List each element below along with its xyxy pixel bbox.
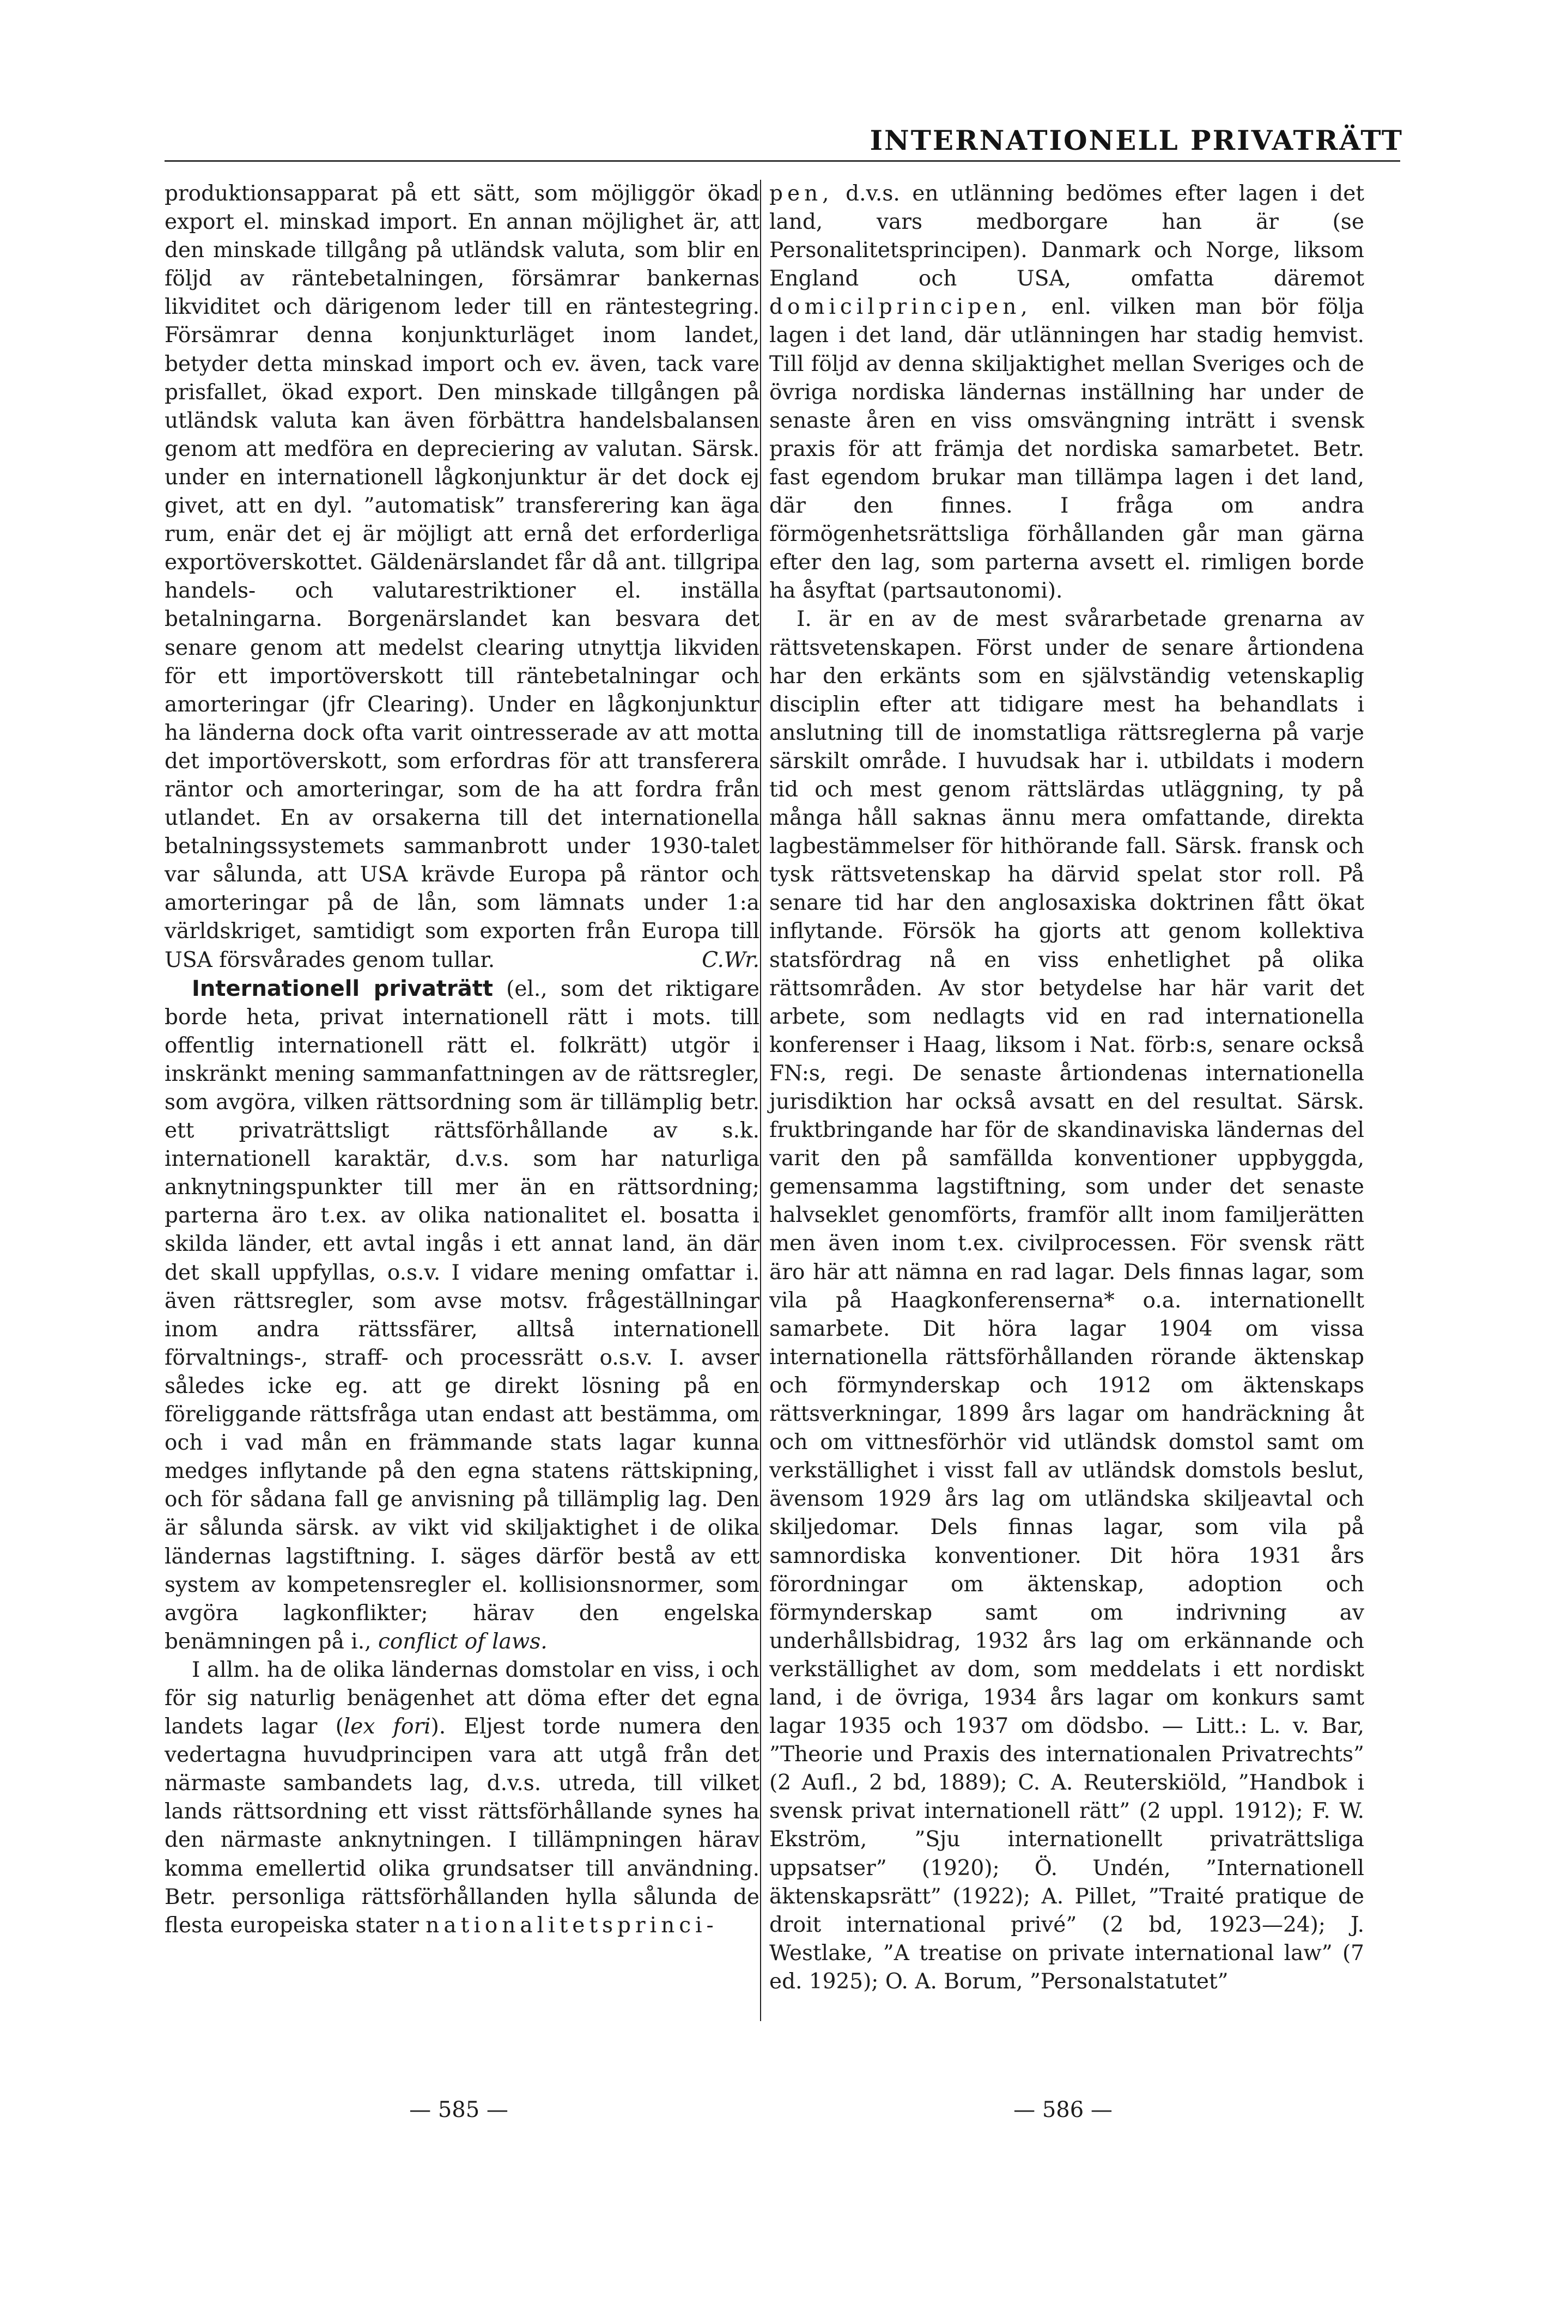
paragraph-text: I allm. ha de olika ländernas domstolar en viss, i och för sig naturlig benägenhet att döma efter det egna landets lagar ( [165,1657,759,1739]
paragraph-text: ). Eljest torde numera den vedertagna huvudprincipen vara att utgå från det närmaste sambandets lag, d.v.s. utreda, till vilket lands rättsordning ett visst rättsförhållande synes ha den närmaste anknytningen. I tillämpningen härav komma emellertid olika grundsatser till användning. Betr. personliga rättsförhållanden hylla sålunda de flesta europeiska stater [165,1714,759,1938]
spaced-term: domicilprincipen, [769,295,1032,320]
spaced-term: nationalitetsprinci- [426,1913,718,1938]
column-divider [760,180,761,2021]
paragraph-text: d.v.s. en utlänning bedömes efter lagen i det land, vars medborgare han är (se Personalitetsprincipen). Danmark och Norge, liksom England och USA, omfatta däremot [769,181,1364,291]
spaced-term: pen, [769,181,834,206]
header-rule [165,160,1400,162]
paragraph [165,1656,759,1940]
paragraph-continuation [165,180,759,975]
paragraph: I. är en av de mest svårarbetade grenarna av rättsvetenskapen. Först under de senare årtiondena har den erkänts som en självständig vetenskaplig disciplin efter att tidigare mest ha behandlats i anslutning till de inomstatliga rättsreglerna på varje särskilt område. I huvudsak har i. utbildats i modern tid och mest genom rättslärdas utläggning, ty på många håll saknas ännu mera omfattande, direkta lagbestämmelser för hithörande fall. Särsk. fransk och tysk rättsvetenskap ha därvid spelat stor roll. På senare tid har den anglosaxiska doktrinen fått ökat inflytande. Försök ha gjorts att genom kollektiva statsfördrag nå en viss enhetlighet på olika rättsområden. Av stor betydelse har här varit det arbete, som nedlagts vid en rad internationella konferenser i Haag, liksom i Nat. förb:s, senare också FN:s, regi. De senaste årtiondenas internationella jurisdiktion har också avsatt en del resultat. Särsk. fruktbringande har för de skandinaviska ländernas del varit den på samfällda konventioner uppbyggda, gemensamma lagstiftning, som under det senaste halvseklet genomförts, framför allt inom familjerätten men även inom t.ex. civilprocessen. För svensk rätt äro här att nämna en rad lagar. Dels finnas lagar, som vila på Haagkonferenserna* o.a. internationellt samarbete. Dit höra lagar 1904 om vissa internationella rättsförhållanden rörande äktenskap och förmynderskap och 1912 om äktenskaps rättsverkningar, 1899 års lagar om handräckning åt och om vittnesförhör vid utländsk domstol samt om verkställighet i visst fall av utländsk domstols beslut, ävensom 1929 års lag om utländska skiljeavtal och skiljedomar. Dels finnas lagar, som vila på samnordiska konventioner. Dit höra 1931 års förordningar om äktenskap, adoption och förmynderskap samt om indrivning av underhållsbidrag, 1932 års lag om erkännande och verkställighet av dom, som meddelats i ett nordiskt land, i de övriga, 1934 års lagar om konkurs samt lagar 1935 och 1937 om dödsbo. — Litt.: L. v. Bar, ”Theorie und Praxis des internationalen Privatrechts” (2 Aufl., 2 bd, 1889); C. A. Reuterskiöld, ”Handbok i svensk privat internationell rätt” (2 uppl. 1912); F. W. Ekström, ”Sju internationellt privaträttsliga uppsatser” (1920); Ö. Undén, ”Internationell äktenskapsrätt” (1922); A. Pillet, ”Traité pratique de droit international privé” (2 bd, 1923—24); J. Westlake, ”A treatise on private international law” (7 ed. 1925); O. A. Borum, ”Personalstatutet” [769,607,1364,1994]
page-number-right: — 586 — [1013,2097,1113,2122]
italic-term: lex fori [343,1714,431,1739]
paragraph-continuation [769,180,1364,605]
italic-term: conflict of laws. [378,1629,548,1654]
running-head: INTERNATIONELL PRIVATRÄTT [870,124,1403,156]
author-signature: C.Wr. [702,947,759,972]
entry-internationell-privatratt [165,975,759,1656]
right-column [769,180,1364,1996]
left-column [165,180,759,1940]
page-number-left: — 585 — [409,2097,508,2122]
entry-text: (el., som det riktigare borde heta, privat internationell rätt i mots. till offentlig internationell rätt el. folkrätt) utgör i inskränkt mening sammanfattningen av de rättsregler, som avgöra, vilken rättsordning som är tillämplig betr. ett privaträttsligt rättsförhållande av s.k. internationell karaktär, d.v.s. som har naturliga anknytningspunkter till mer än en rättsordning; parterna äro t.ex. av olika nationalitet el. bosatta i skilda länder, ett avtal ingås i ett annat land, än där det skall uppfyllas, o.s.v. I vidare mening omfattar i. även rättsregler, som avse motsv. frågeställningar inom andra rättssfärer, alltså internationell förvaltnings-, straff- och processrätt o.s.v. I. avser således icke eg. att ge direkt lösning på en föreliggande rättsfråga utan endast att bestämma, om och i vad mån en främmande stats lagar kunna medges inflytande på den egna statens rättskipning, och för sådana fall ge anvisning på tillämplig lag. Den är sålunda särsk. av vikt vid skiljaktighet i de olika ländernas lagstiftning. I. säges därför bestå av ett system av kompetensregler el. kollisionsnormer, som avgöra lagkonflikter; härav den engelska benämningen på i., [165,976,759,1654]
entry-headword: Internationell privaträtt [192,976,493,1001]
paragraph-text: enl. vilken man bör följa lagen i det land, där utlänningen har stadig hemvist. Till följd av denna skiljaktighet mellan Sveriges och de övriga nordiska ländernas inställning har under de senaste åren en viss omsvängning inträtt i svensk praxis för att främja det nordiska samarbetet. Betr. fast egendom brukar man tillämpa lagen i det land, där den finnes. I fråga om andra förmögenhetsrättsliga förhållanden går man gärna efter den lag, som parterna avsett el. rimligen borde ha åsyftat (partsautonomi). [769,295,1364,604]
paragraph-text: produktionsapparat på ett sätt, som möjliggör ökad export el. minskad import. En annan möjlighet är, att den minskade tillgång på utländsk valuta, som blir en följd av räntebetalningen, försämrar bankernas likviditet och därigenom leder till en räntestegring. Försämrar denna konjunkturläget inom landet, betyder detta minskad import och ev. även, tack vare prisfallet, ökad export. Den minskade tillgången på utländsk valuta kan även förbättra handelsbalansen genom att medföra en depreciering av valutan. Särsk. under en internationell lågkonjunktur är det dock ej givet, att en dyl. ”automatisk” transferering kan äga rum, enär det ej är möjligt att ernå det erforderliga exportöverskottet. Gäldenärslandet får då ant. tillgripa handels- och valutarestriktioner el. inställa betalningarna. Borgenärslandet kan besvara det senare genom att medelst clearing utnyttja likviden för ett importöverskott till räntebetalningar och amorteringar (jfr Clearing). Under en lågkonjunktur ha länderna dock ofta varit ointresserade av att motta det importöverskott, som erfordras för att transferera räntor och amorteringar, som de ha att fordra från utlandet. En av orsakerna till det internationella betalningssystemets sammanbrott under 1930-talet var sålunda, att USA krävde Europa på räntor och amorteringar på de lån, som lämnats under 1:a världskriget, samtidigt som exporten från Europa till USA försvårades genom tullar. [165,181,759,972]
